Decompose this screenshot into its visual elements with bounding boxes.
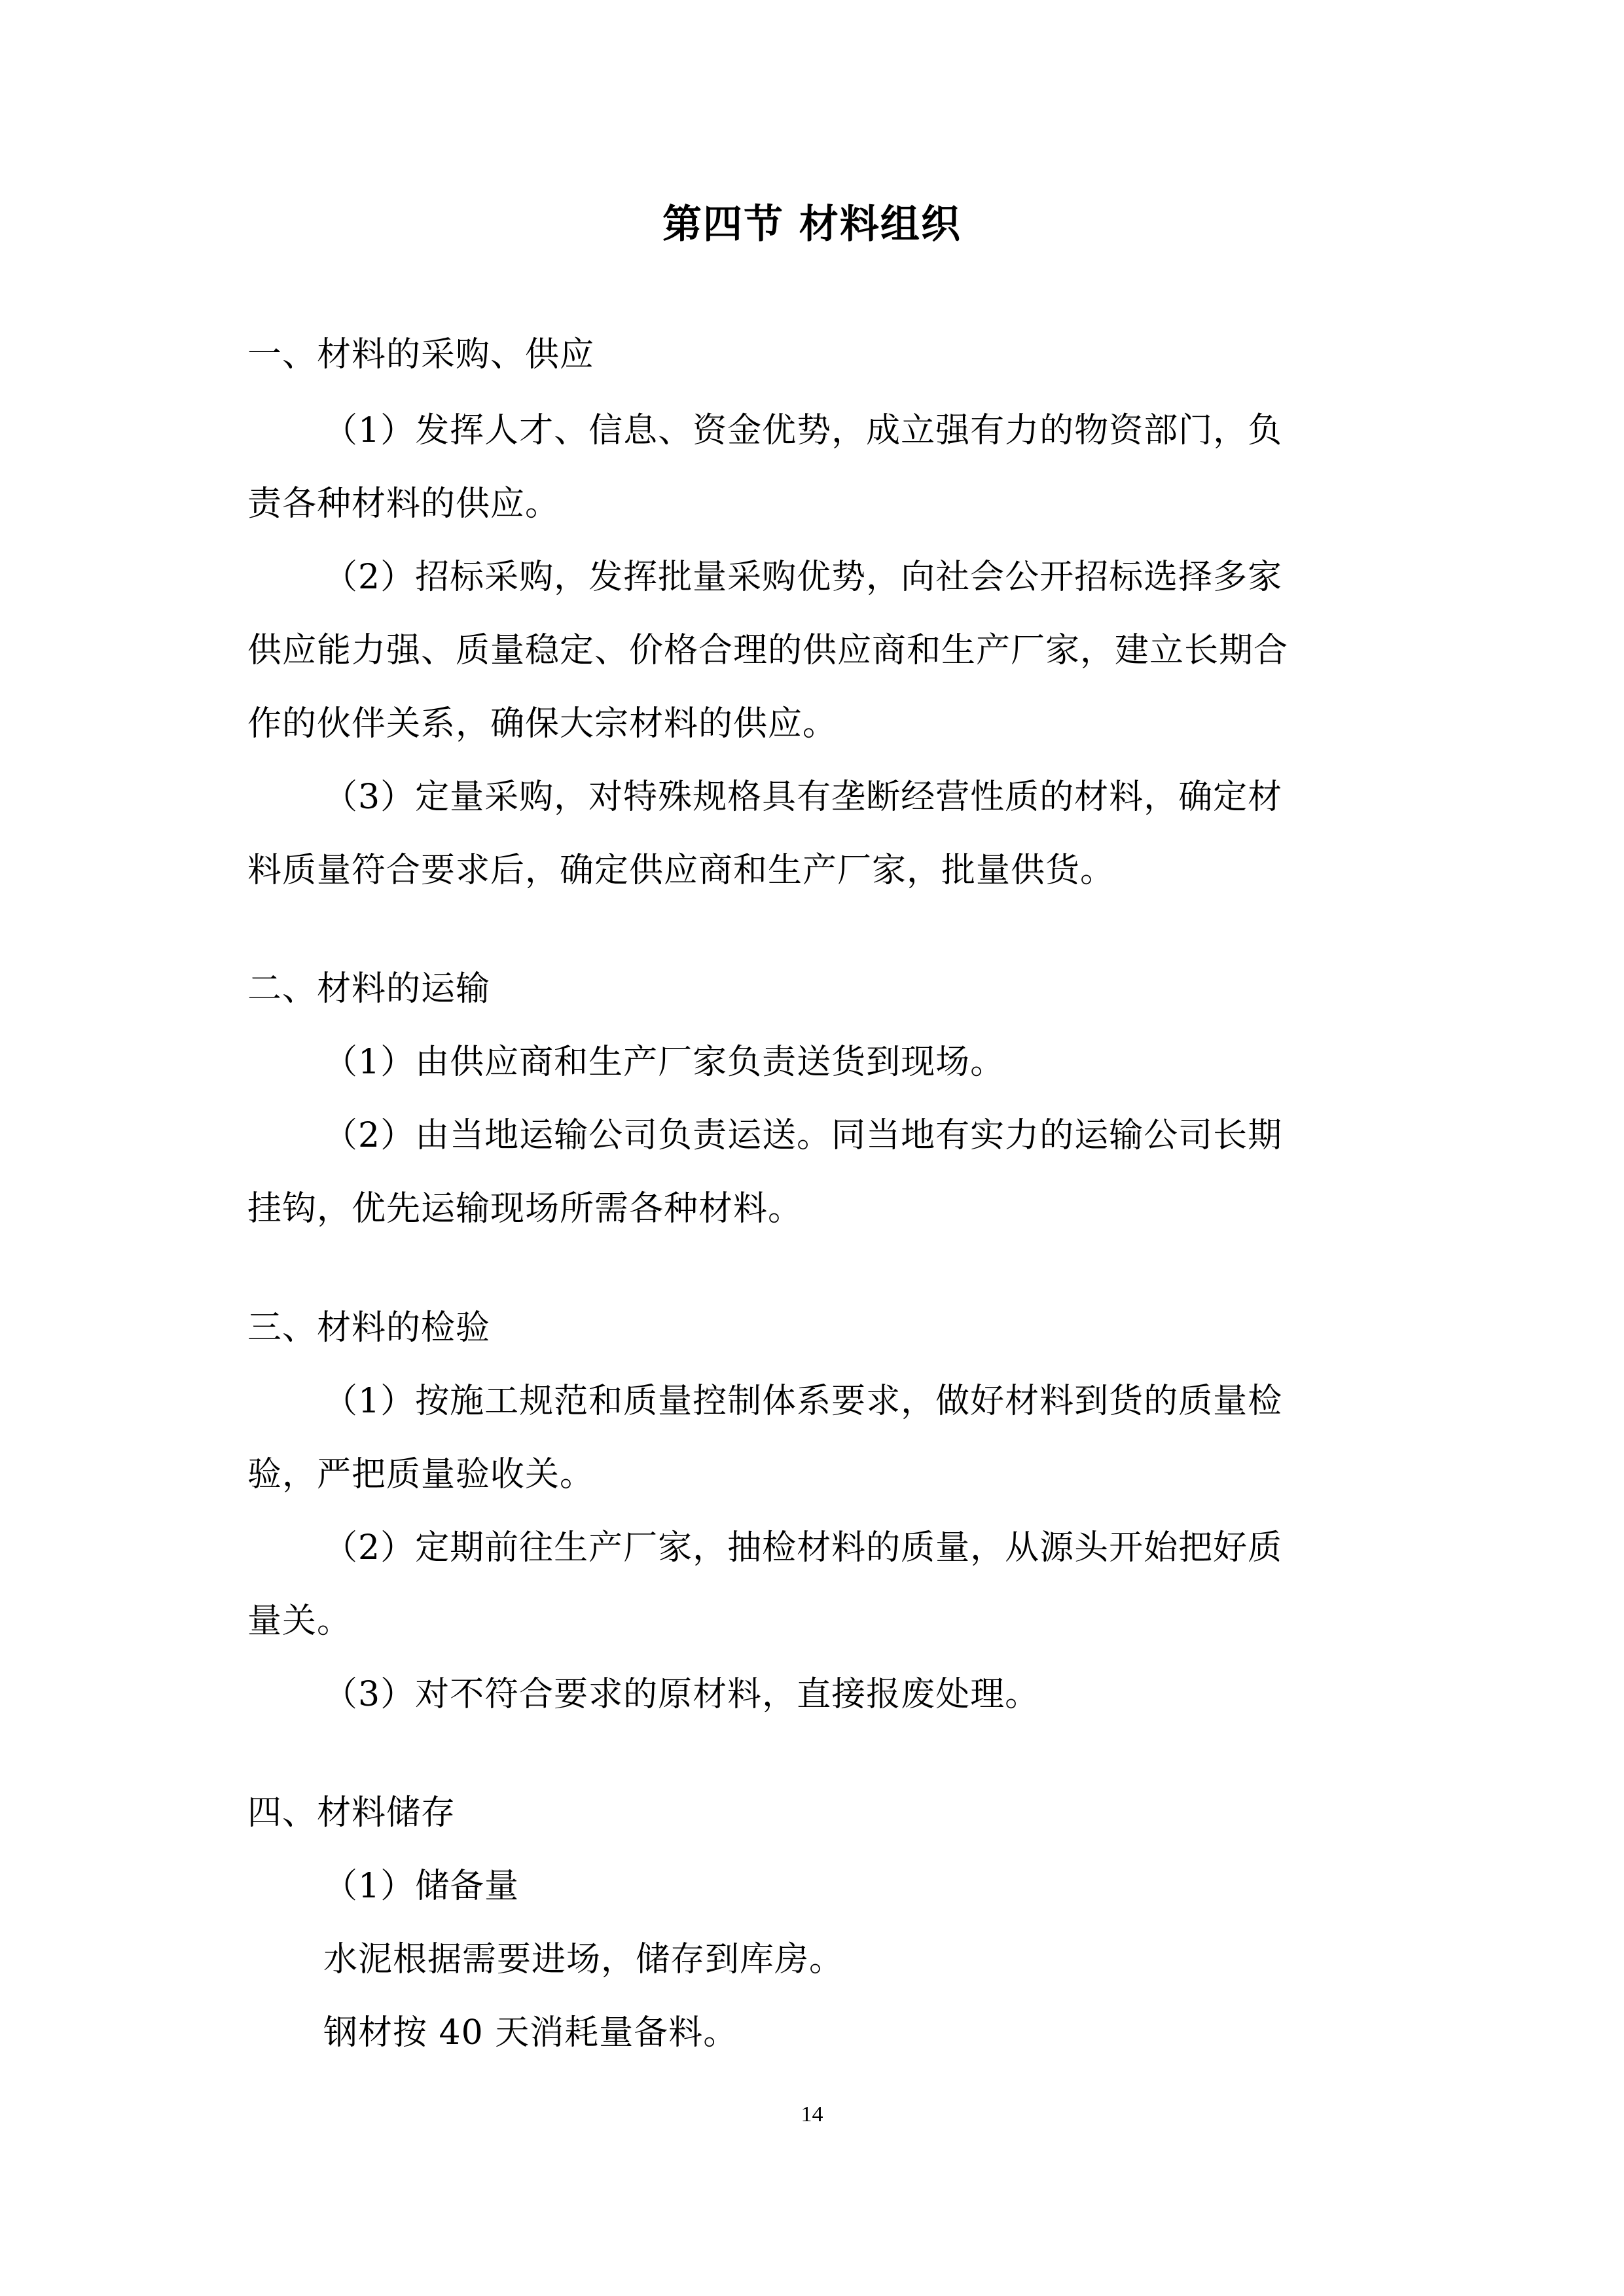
paragraph-line: （3）对不符合要求的原材料，直接报废处理。: [323, 1675, 1040, 1714]
paragraph-line: 量关。: [247, 1602, 352, 1641]
paragraph-line: 责各种材料的供应。: [247, 484, 560, 524]
paragraph-line: （1）由供应商和生产厂家负责送货到现场。: [323, 1043, 1005, 1082]
paragraph-line: （2）定期前往生产厂家，抽检材料的质量，从源头开始把好质: [323, 1528, 1283, 1568]
heading-storage: 四、材料储存: [247, 1793, 456, 1833]
paragraph-line: 料质量符合要求后，确定供应商和生产厂家，批量供货。: [247, 851, 1115, 890]
paragraph-line: （2）招标采购，发挥批量采购优势，向社会公开招标选择多家: [323, 558, 1283, 597]
heading-procurement: 一、材料的采购、供应: [247, 335, 595, 374]
paragraph-line: （1）按施工规范和质量控制体系要求，做好材料到货的质量检: [323, 1382, 1283, 1421]
paragraph-line: 验，严把质量验收关。: [247, 1455, 595, 1494]
paragraph-line: （1）储备量: [323, 1867, 520, 1906]
page-number: 14: [801, 2102, 823, 2126]
paragraph-line: 供应能力强、质量稳定、价格合理的供应商和生产厂家，建立长期合: [247, 631, 1289, 670]
paragraph-line: 作的伙伴关系，确保大宗材料的供应。: [247, 704, 838, 744]
section-title: 第四节 材料组织: [662, 202, 962, 247]
paragraph-line: 钢材按 40 天消耗量备料。: [323, 2013, 738, 2053]
paragraph-line: （3）定量采购，对特殊规格具有垄断经营性质的材料，确定材: [323, 778, 1283, 817]
paragraph-line: （2）由当地运输公司负责运送。同当地有实力的运输公司长期: [323, 1116, 1283, 1155]
heading-transport: 二、材料的运输: [247, 969, 491, 1009]
paragraph-line: 挂钩，优先运输现场所需各种材料。: [247, 1189, 803, 1229]
heading-inspection: 三、材料的检验: [247, 1308, 491, 1348]
paragraph-line: （1）发挥人才、信息、资金优势，成立强有力的物资部门，负: [323, 411, 1283, 450]
paragraph-line: 水泥根据需要进场，储存到库房。: [323, 1940, 844, 1979]
